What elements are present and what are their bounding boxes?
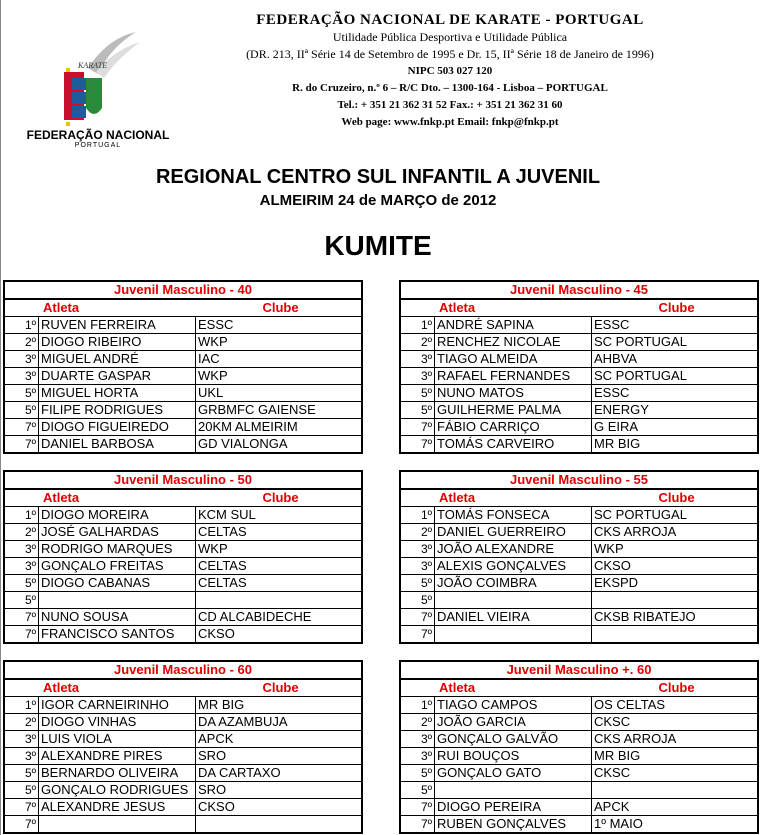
col-athlete: Atleta <box>439 300 476 315</box>
row-place: 2º <box>5 714 39 730</box>
row-place: 7º <box>401 419 435 435</box>
row-athlete: TIAGO ALMEIDA <box>435 351 592 367</box>
category-table <box>399 280 759 454</box>
row-athlete: GUILHERME PALMA <box>435 402 592 418</box>
row-club: G EIRA <box>594 419 639 434</box>
row-club: CELTAS <box>198 524 247 539</box>
row-athlete: RUBEN GONÇALVES <box>435 816 592 832</box>
row-place: 5º <box>5 592 39 608</box>
row-club: WKP <box>198 368 228 383</box>
col-place <box>401 490 435 506</box>
table-row <box>401 317 757 334</box>
col-club: Clube <box>262 300 299 315</box>
table-row <box>401 507 757 524</box>
table-row <box>401 697 757 714</box>
row-athlete: RUI BOUÇOS <box>435 748 592 764</box>
row-athlete: DANIEL GUERREIRO <box>435 524 592 540</box>
row-athlete <box>39 816 196 832</box>
column-header <box>401 490 757 507</box>
row-club: CKSO <box>198 799 235 814</box>
row-athlete: JOÃO ALEXANDRE <box>435 541 592 557</box>
table-row <box>401 334 757 351</box>
row-place: 3º <box>401 368 435 384</box>
category-title: Juvenil Masculino - 60 <box>5 662 361 680</box>
row-place: 1º <box>401 697 435 713</box>
event-subtitle: ALMEIRIM 24 de MARÇO de 2012 <box>259 192 497 209</box>
row-place: 2º <box>401 334 435 350</box>
column-header <box>5 300 361 317</box>
row-place: 3º <box>5 541 39 557</box>
category-table <box>399 470 759 644</box>
row-athlete: FILIPE RODRIGUES <box>39 402 196 418</box>
table-row <box>5 765 361 782</box>
row-club: CELTAS <box>198 558 247 573</box>
table-row <box>5 402 361 419</box>
row-place: 5º <box>5 402 39 418</box>
col-place <box>5 490 39 506</box>
row-athlete <box>435 592 592 608</box>
row-place: 7º <box>5 816 39 832</box>
row-place: 7º <box>5 799 39 815</box>
table-row <box>5 436 361 452</box>
col-place <box>401 300 435 316</box>
table-row <box>401 351 757 368</box>
row-club: WKP <box>198 334 228 349</box>
row-club: WKP <box>198 541 228 556</box>
results-body <box>401 317 757 452</box>
row-club: ENERGY <box>594 402 649 417</box>
row-place: 3º <box>5 748 39 764</box>
table-row <box>401 609 757 626</box>
column-header <box>5 680 361 697</box>
logo-castle-2 <box>66 122 70 126</box>
table-row <box>401 575 757 592</box>
table-row <box>401 541 757 558</box>
row-athlete: JOSÉ GALHARDAS <box>39 524 196 540</box>
results-body <box>5 507 361 642</box>
row-club: GRBMFC GAIENSE <box>198 402 316 417</box>
row-club: MR BIG <box>594 436 641 451</box>
row-place: 5º <box>5 782 39 798</box>
col-club: Clube <box>658 490 695 505</box>
org-status: Utilidade Pública Desportiva e Utilidade Pública <box>332 30 568 44</box>
table-row <box>401 402 757 419</box>
row-club: SRO <box>198 782 227 797</box>
row-club: CKSO <box>198 626 235 641</box>
col-place <box>5 680 39 696</box>
table-row <box>401 626 757 642</box>
row-club: MR BIG <box>198 697 245 712</box>
row-place: 5º <box>401 592 435 608</box>
row-place: 1º <box>401 317 435 333</box>
table-row <box>5 782 361 799</box>
row-athlete: TIAGO CAMPOS <box>435 697 592 713</box>
row-place: 7º <box>401 436 435 452</box>
row-club <box>196 592 361 608</box>
row-athlete: FÁBIO CARRIÇO <box>435 419 592 435</box>
row-athlete: IGOR CARNEIRINHO <box>39 697 196 713</box>
row-place: 1º <box>401 507 435 523</box>
org-web: Web page: www.fnkp.pt Email: fnkp@fnkp.pt <box>341 116 559 128</box>
row-club <box>592 592 757 608</box>
logo-top-text: KARATE <box>78 61 108 70</box>
col-place <box>5 300 39 316</box>
row-place: 5º <box>401 765 435 781</box>
table-row <box>5 592 361 609</box>
discipline-title: KUMITE <box>324 230 432 261</box>
row-athlete: GONÇALO FREITAS <box>39 558 196 574</box>
row-athlete <box>435 626 592 642</box>
category-title: Juvenil Masculino - 40 <box>5 282 361 300</box>
table-row <box>5 368 361 385</box>
row-athlete: GONÇALO RODRIGUES <box>39 782 196 798</box>
row-club: ESSC <box>198 317 234 332</box>
row-club: DA CARTAXO <box>198 765 281 780</box>
table-row <box>401 782 757 799</box>
row-place: 3º <box>401 558 435 574</box>
letterhead <box>190 12 710 131</box>
row-athlete: RUVEN FERREIRA <box>39 317 196 333</box>
table-row <box>5 731 361 748</box>
row-club: GD VIALONGA <box>198 436 288 451</box>
col-athlete: Atleta <box>439 490 476 505</box>
logo-shield-3 <box>72 106 86 118</box>
table-row <box>401 816 757 832</box>
row-athlete: NUNO MATOS <box>435 385 592 401</box>
table-row <box>5 507 361 524</box>
row-athlete: MIGUEL ANDRÉ <box>39 351 196 367</box>
row-place: 2º <box>401 714 435 730</box>
table-row <box>5 626 361 642</box>
row-athlete: RENCHEZ NICOLAE <box>435 334 592 350</box>
col-club: Clube <box>658 680 695 695</box>
logo-shield-2 <box>72 92 86 104</box>
row-athlete: DIOGO PEREIRA <box>435 799 592 815</box>
org-phone: Tel.: + 351 21 362 31 52 Fax.: + 351 21 362 31 60 <box>337 99 563 111</box>
results-body <box>401 697 757 832</box>
table-row <box>401 385 757 402</box>
table-row <box>5 419 361 436</box>
table-row <box>401 731 757 748</box>
row-club: CELTAS <box>198 575 247 590</box>
row-place: 7º <box>5 626 39 642</box>
table-row <box>5 351 361 368</box>
left-rule <box>0 0 1 835</box>
results-body <box>401 507 757 642</box>
org-nipc: NIPC 503 027 120 <box>407 65 493 77</box>
row-club: CD ALCABIDECHE <box>198 609 312 624</box>
row-athlete: TOMÁS FONSECA <box>435 507 592 523</box>
column-header <box>5 490 361 507</box>
org-name: FEDERAÇÃO NACIONAL DE KARATE - PORTUGAL <box>256 12 644 28</box>
results-body <box>5 317 361 452</box>
row-athlete <box>39 592 196 608</box>
table-row <box>401 592 757 609</box>
row-athlete: ANDRÉ SAPINA <box>435 317 592 333</box>
row-place: 5º <box>5 575 39 591</box>
logo-name: FEDERAÇÃO NACIONAL <box>26 128 170 142</box>
row-place: 5º <box>5 765 39 781</box>
row-athlete: ALEXIS GONÇALVES <box>435 558 592 574</box>
row-place: 3º <box>401 731 435 747</box>
row-place: 2º <box>5 524 39 540</box>
col-athlete: Atleta <box>439 680 476 695</box>
row-athlete: DIOGO CABANAS <box>39 575 196 591</box>
table-row <box>5 558 361 575</box>
row-club: CKSC <box>594 765 631 780</box>
row-athlete: GONÇALO GALVÃO <box>435 731 592 747</box>
category-table <box>3 470 363 644</box>
row-club: ESSC <box>594 385 630 400</box>
row-club <box>592 626 757 642</box>
row-club: WKP <box>594 541 624 556</box>
row-place: 1º <box>5 507 39 523</box>
row-athlete: DANIEL VIEIRA <box>435 609 592 625</box>
row-club: APCK <box>594 799 630 814</box>
logo-shield-1 <box>72 78 86 90</box>
row-athlete: DIOGO RIBEIRO <box>39 334 196 350</box>
row-club: SC PORTUGAL <box>594 368 687 383</box>
table-row <box>5 748 361 765</box>
org-address: R. do Cruzeiro, n.º 6 – R/C Dto. – 1300-164 - Lisboa – PORTUGAL <box>292 82 608 94</box>
row-place: 3º <box>5 558 39 574</box>
col-athlete: Atleta <box>43 680 80 695</box>
row-place: 1º <box>5 697 39 713</box>
row-athlete: TOMÁS CARVEIRO <box>435 436 592 452</box>
row-place: 7º <box>401 609 435 625</box>
col-athlete: Atleta <box>43 300 80 315</box>
row-club: CKSO <box>594 558 631 573</box>
row-place: 5º <box>401 782 435 798</box>
row-athlete: MIGUEL HORTA <box>39 385 196 401</box>
row-athlete: JOÃO GARCIA <box>435 714 592 730</box>
row-athlete: DIOGO FIGUEIREDO <box>39 419 196 435</box>
row-place: 3º <box>5 368 39 384</box>
row-club <box>196 816 361 832</box>
table-row <box>5 714 361 731</box>
row-place: 7º <box>401 816 435 832</box>
row-athlete: BERNARDO OLIVEIRA <box>39 765 196 781</box>
row-place: 7º <box>5 609 39 625</box>
row-place: 2º <box>5 334 39 350</box>
category-table <box>399 660 759 834</box>
row-club: CKS ARROJA <box>594 731 677 746</box>
row-club: ESSC <box>594 317 630 332</box>
table-row <box>401 714 757 731</box>
row-club: KCM SUL <box>198 507 256 522</box>
row-club: OS CELTAS <box>594 697 666 712</box>
row-athlete: DUARTE GASPAR <box>39 368 196 384</box>
row-athlete: NUNO SOUSA <box>39 609 196 625</box>
table-row <box>401 368 757 385</box>
table-row <box>5 609 361 626</box>
row-athlete <box>435 782 592 798</box>
logo-green-shield <box>86 78 102 114</box>
row-athlete: DANIEL BARBOSA <box>39 436 196 452</box>
row-club: CKS ARROJA <box>594 524 677 539</box>
row-place: 2º <box>401 524 435 540</box>
row-club: 20KM ALMEIRIM <box>198 419 298 434</box>
row-athlete: FRANCISCO SANTOS <box>39 626 196 642</box>
category-title: Juvenil Masculino - 45 <box>401 282 757 300</box>
table-row <box>401 436 757 452</box>
table-row <box>401 765 757 782</box>
row-athlete: DIOGO VINHAS <box>39 714 196 730</box>
table-row <box>5 799 361 816</box>
row-club: IAC <box>198 351 220 366</box>
table-row <box>401 558 757 575</box>
table-row <box>401 419 757 436</box>
table-row <box>5 334 361 351</box>
logo-castle-1 <box>66 68 70 72</box>
row-athlete: DIOGO MOREIRA <box>39 507 196 523</box>
row-athlete: GONÇALO GATO <box>435 765 592 781</box>
col-club: Clube <box>262 680 299 695</box>
category-title: Juvenil Masculino - 55 <box>401 472 757 490</box>
row-club: DA AZAMBUJA <box>198 714 288 729</box>
row-place: 7º <box>401 799 435 815</box>
row-place: 3º <box>401 541 435 557</box>
table-row <box>5 541 361 558</box>
row-athlete: RODRIGO MARQUES <box>39 541 196 557</box>
row-club: UKL <box>198 385 224 400</box>
row-club: MR BIG <box>594 748 641 763</box>
row-place: 5º <box>401 575 435 591</box>
event-title: REGIONAL CENTRO SUL INFANTIL A JUVENIL <box>155 166 601 188</box>
row-place: 3º <box>401 748 435 764</box>
column-header <box>401 300 757 317</box>
category-table <box>3 280 363 454</box>
row-place: 5º <box>5 385 39 401</box>
row-club: APCK <box>198 731 234 746</box>
table-row <box>5 524 361 541</box>
table-row <box>401 748 757 765</box>
row-place: 7º <box>5 419 39 435</box>
row-club: CKSB RIBATEJO <box>594 609 696 624</box>
table-row <box>5 317 361 334</box>
row-athlete: LUIS VIOLA <box>39 731 196 747</box>
row-place: 5º <box>401 402 435 418</box>
row-club: CKSC <box>594 714 631 729</box>
row-club: SC PORTUGAL <box>594 507 687 522</box>
row-athlete: ALEXANDRE JESUS <box>39 799 196 815</box>
org-decree: (DR. 213, IIª Série 14 de Setembro de 1995 e Dr. 15, IIª Série 18 de Janeiro de 1996) <box>246 47 654 61</box>
column-header <box>401 680 757 697</box>
col-place <box>401 680 435 696</box>
row-club: SRO <box>198 748 227 763</box>
row-athlete: JOÃO COIMBRA <box>435 575 592 591</box>
category-title: Juvenil Masculino +. 60 <box>401 662 757 680</box>
col-club: Clube <box>262 490 299 505</box>
logo-country: PORTUGAL <box>74 142 122 149</box>
row-place: 1º <box>5 317 39 333</box>
row-club: AHBVA <box>594 351 638 366</box>
row-athlete: ALEXANDRE PIRES <box>39 748 196 764</box>
table-row <box>401 799 757 816</box>
row-club <box>592 782 757 798</box>
row-club: 1º MAIO <box>594 816 643 831</box>
row-place: 5º <box>401 385 435 401</box>
category-table <box>3 660 363 834</box>
row-club: EKSPD <box>594 575 639 590</box>
results-body <box>5 697 361 832</box>
table-row <box>5 385 361 402</box>
table-row <box>5 816 361 832</box>
table-row <box>5 575 361 592</box>
row-place: 3º <box>401 351 435 367</box>
table-row <box>5 697 361 714</box>
row-athlete: RAFAEL FERNANDES <box>435 368 592 384</box>
row-place: 7º <box>401 626 435 642</box>
row-place: 7º <box>5 436 39 452</box>
row-place: 3º <box>5 351 39 367</box>
row-place: 3º <box>5 731 39 747</box>
table-row <box>401 524 757 541</box>
row-club: SC PORTUGAL <box>594 334 687 349</box>
col-athlete: Atleta <box>43 490 80 505</box>
col-club: Clube <box>658 300 695 315</box>
category-title: Juvenil Masculino - 50 <box>5 472 361 490</box>
